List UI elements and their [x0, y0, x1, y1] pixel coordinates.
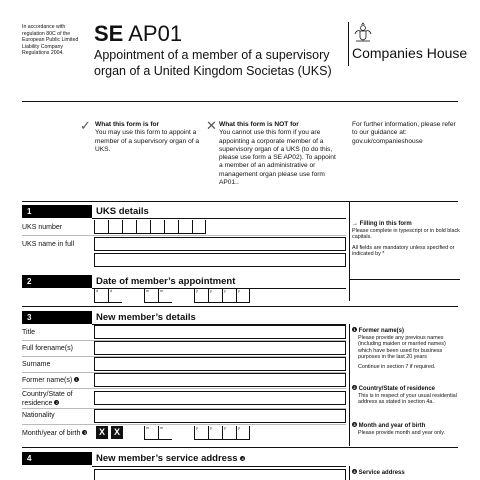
restrictions-text: You cannot use this form if you are appointing a corporate member of a supervisory organ of a UKS (to do this, please use form a SE AP02). To appoint a member of an administrative or management organ please use form AP01.. — [219, 129, 336, 187]
note-birth-heading — [352, 422, 460, 430]
note-residence-heading — [352, 385, 460, 393]
note-former-names — [352, 327, 460, 371]
nationality-label: Nationality — [22, 412, 55, 419]
section-3-title: New member’s details — [96, 312, 196, 323]
uks-number-cell[interactable] — [122, 220, 136, 234]
royal-crest-icon — [352, 22, 374, 44]
note-former-names-heading-text: Former name(s) — [358, 328, 405, 334]
title-input[interactable] — [94, 325, 346, 339]
row-divider — [22, 424, 346, 425]
note-service-address-heading — [352, 469, 460, 477]
intro-divider — [22, 201, 458, 202]
note-marker-3: 3 — [83, 430, 86, 435]
filling-note-text-2: All fields are mandatory unless specified or indicated by * — [352, 244, 455, 258]
note-marker-3: 3 — [353, 422, 356, 427]
birth-year-cell[interactable]: y — [194, 426, 208, 440]
surname-input[interactable] — [94, 357, 346, 371]
section-3-number: 3 — [22, 311, 92, 324]
form-code — [94, 22, 182, 46]
filling-note-text: Please complete in typescript or in bold black capitals. — [352, 227, 460, 241]
birth-year-cell[interactable]: y — [222, 426, 236, 440]
birth-day-redacted: X — [111, 426, 123, 439]
appointment-date-input[interactable] — [94, 289, 264, 303]
uks-name-input-line-2[interactable] — [94, 253, 346, 267]
section-4-title — [96, 452, 245, 465]
note-marker-4: 4 — [241, 456, 244, 461]
note-birth — [352, 422, 460, 436]
former-names-input[interactable] — [94, 373, 346, 387]
tick-icon: ✓ — [80, 118, 91, 133]
regulation-note: In accordance with regulation 80C of the European Public Limited Liability Company Regulations 2004. — [22, 24, 79, 57]
section-4-title-text: New member’s service address — [96, 453, 238, 464]
residence-label — [22, 390, 92, 408]
note-residence-heading-text: Country/State of residence — [358, 386, 436, 392]
uks-number-cell[interactable] — [108, 220, 122, 234]
purpose-text: You may use this form to appoint a member of a supervisory organ of a UKS. — [95, 129, 200, 153]
section-2-divider — [22, 306, 458, 307]
note-birth-text: Please provide month and year only. — [358, 429, 446, 436]
note-service-address — [352, 469, 460, 477]
row-divider — [22, 235, 346, 236]
form-code-prefix: SE — [94, 21, 124, 46]
cross-icon: ✕ — [206, 118, 217, 133]
uks-number-input[interactable] — [94, 220, 206, 234]
forenames-label: Full forename(s) — [22, 345, 73, 352]
filling-note-heading: → Filling in this form — [352, 221, 412, 227]
filling-note — [352, 221, 460, 258]
note-residence — [352, 385, 460, 406]
birth-label — [22, 429, 92, 438]
date-cell-year[interactable]: y — [222, 289, 236, 303]
note-former-names-text-2: Continue in section 7 if required. — [358, 363, 436, 370]
birth-year-cell[interactable]: y — [208, 426, 222, 440]
section-4-number: 4 — [22, 452, 92, 465]
companies-house-logo: Companies House — [352, 45, 468, 61]
restrictions-heading: What this form is NOT for — [219, 121, 299, 128]
date-cell-month[interactable]: m — [158, 289, 172, 303]
date-cell-day[interactable]: d — [108, 289, 122, 303]
section-1-rule — [92, 218, 346, 219]
note-marker-4: 4 — [353, 469, 356, 474]
residence-label-text: Country/State of residence — [22, 391, 73, 407]
note-marker-2: 2 — [55, 400, 58, 405]
date-cell-day[interactable]: d — [94, 289, 108, 303]
section-3-divider — [22, 447, 458, 448]
form-restrictions — [219, 121, 337, 187]
section-2-title: Date of member’s appointment — [96, 276, 236, 287]
service-address-input[interactable] — [94, 469, 346, 480]
uks-number-cell[interactable] — [94, 220, 108, 234]
birth-year-cell[interactable]: y — [236, 426, 250, 440]
note-marker-1: 1 — [353, 327, 356, 332]
date-cell-year[interactable]: y — [194, 289, 208, 303]
side-column-rule — [349, 324, 350, 446]
date-cell-year[interactable]: y — [208, 289, 222, 303]
section-1-title: UKS details — [96, 206, 149, 217]
purpose-heading: What this form is for — [95, 121, 160, 128]
birth-month-cell[interactable]: m — [144, 426, 158, 440]
former-names-label — [22, 376, 92, 385]
note-marker-1: 1 — [75, 377, 78, 382]
form-purpose — [95, 121, 205, 154]
uks-name-label: UKS name in full — [22, 241, 75, 248]
note-birth-heading-text: Month and year of birth — [358, 423, 426, 429]
nationality-input[interactable] — [94, 409, 346, 423]
date-cell-month[interactable]: m — [144, 289, 158, 303]
uks-number-cell[interactable] — [192, 220, 206, 234]
birth-label-text: Month/year of birth — [22, 430, 81, 437]
section-2-number: 2 — [22, 275, 92, 288]
uks-number-cell[interactable] — [164, 220, 178, 234]
former-names-label-text: Former name(s) — [22, 377, 73, 384]
section-1-number: 1 — [22, 205, 92, 218]
birth-day-redacted: X — [96, 426, 108, 439]
section-4-rule — [92, 466, 346, 467]
date-cell-year[interactable]: y — [236, 289, 250, 303]
note-marker-2: 2 — [353, 385, 356, 390]
surname-label: Surname — [22, 361, 51, 368]
guidance-text: For further information, please refer to our guidance at: gov.uk/companieshouse — [352, 121, 456, 145]
birth-month-cell[interactable]: m — [158, 426, 172, 440]
header-divider — [22, 101, 458, 102]
note-former-names-text: Please provide any previous names (including maiden or married names) which have been used for business purposes in the last 20 years — [358, 334, 446, 361]
title-label: Title — [22, 329, 35, 336]
note-service-address-heading-text: Service address — [358, 470, 405, 476]
uks-number-cell[interactable] — [136, 220, 150, 234]
logo-divider — [348, 22, 349, 66]
side-column-rule — [349, 466, 350, 480]
residence-input[interactable] — [94, 391, 346, 405]
uks-name-input[interactable] — [94, 237, 346, 251]
form-code-suffix: AP01 — [123, 21, 183, 46]
note-former-names-heading — [352, 327, 460, 335]
row-divider — [22, 388, 346, 389]
form-title: Appointment of a member of a supervisory organ of a United Kingdom Societas (UKS) — [94, 48, 332, 78]
uks-number-cell[interactable] — [178, 220, 192, 234]
forenames-input[interactable] — [94, 341, 346, 355]
uks-number-cell[interactable] — [150, 220, 164, 234]
uks-number-label: UKS number — [22, 224, 63, 231]
note-residence-text: This is in respect of your usual residential address as stated in section 4a. — [358, 392, 457, 406]
